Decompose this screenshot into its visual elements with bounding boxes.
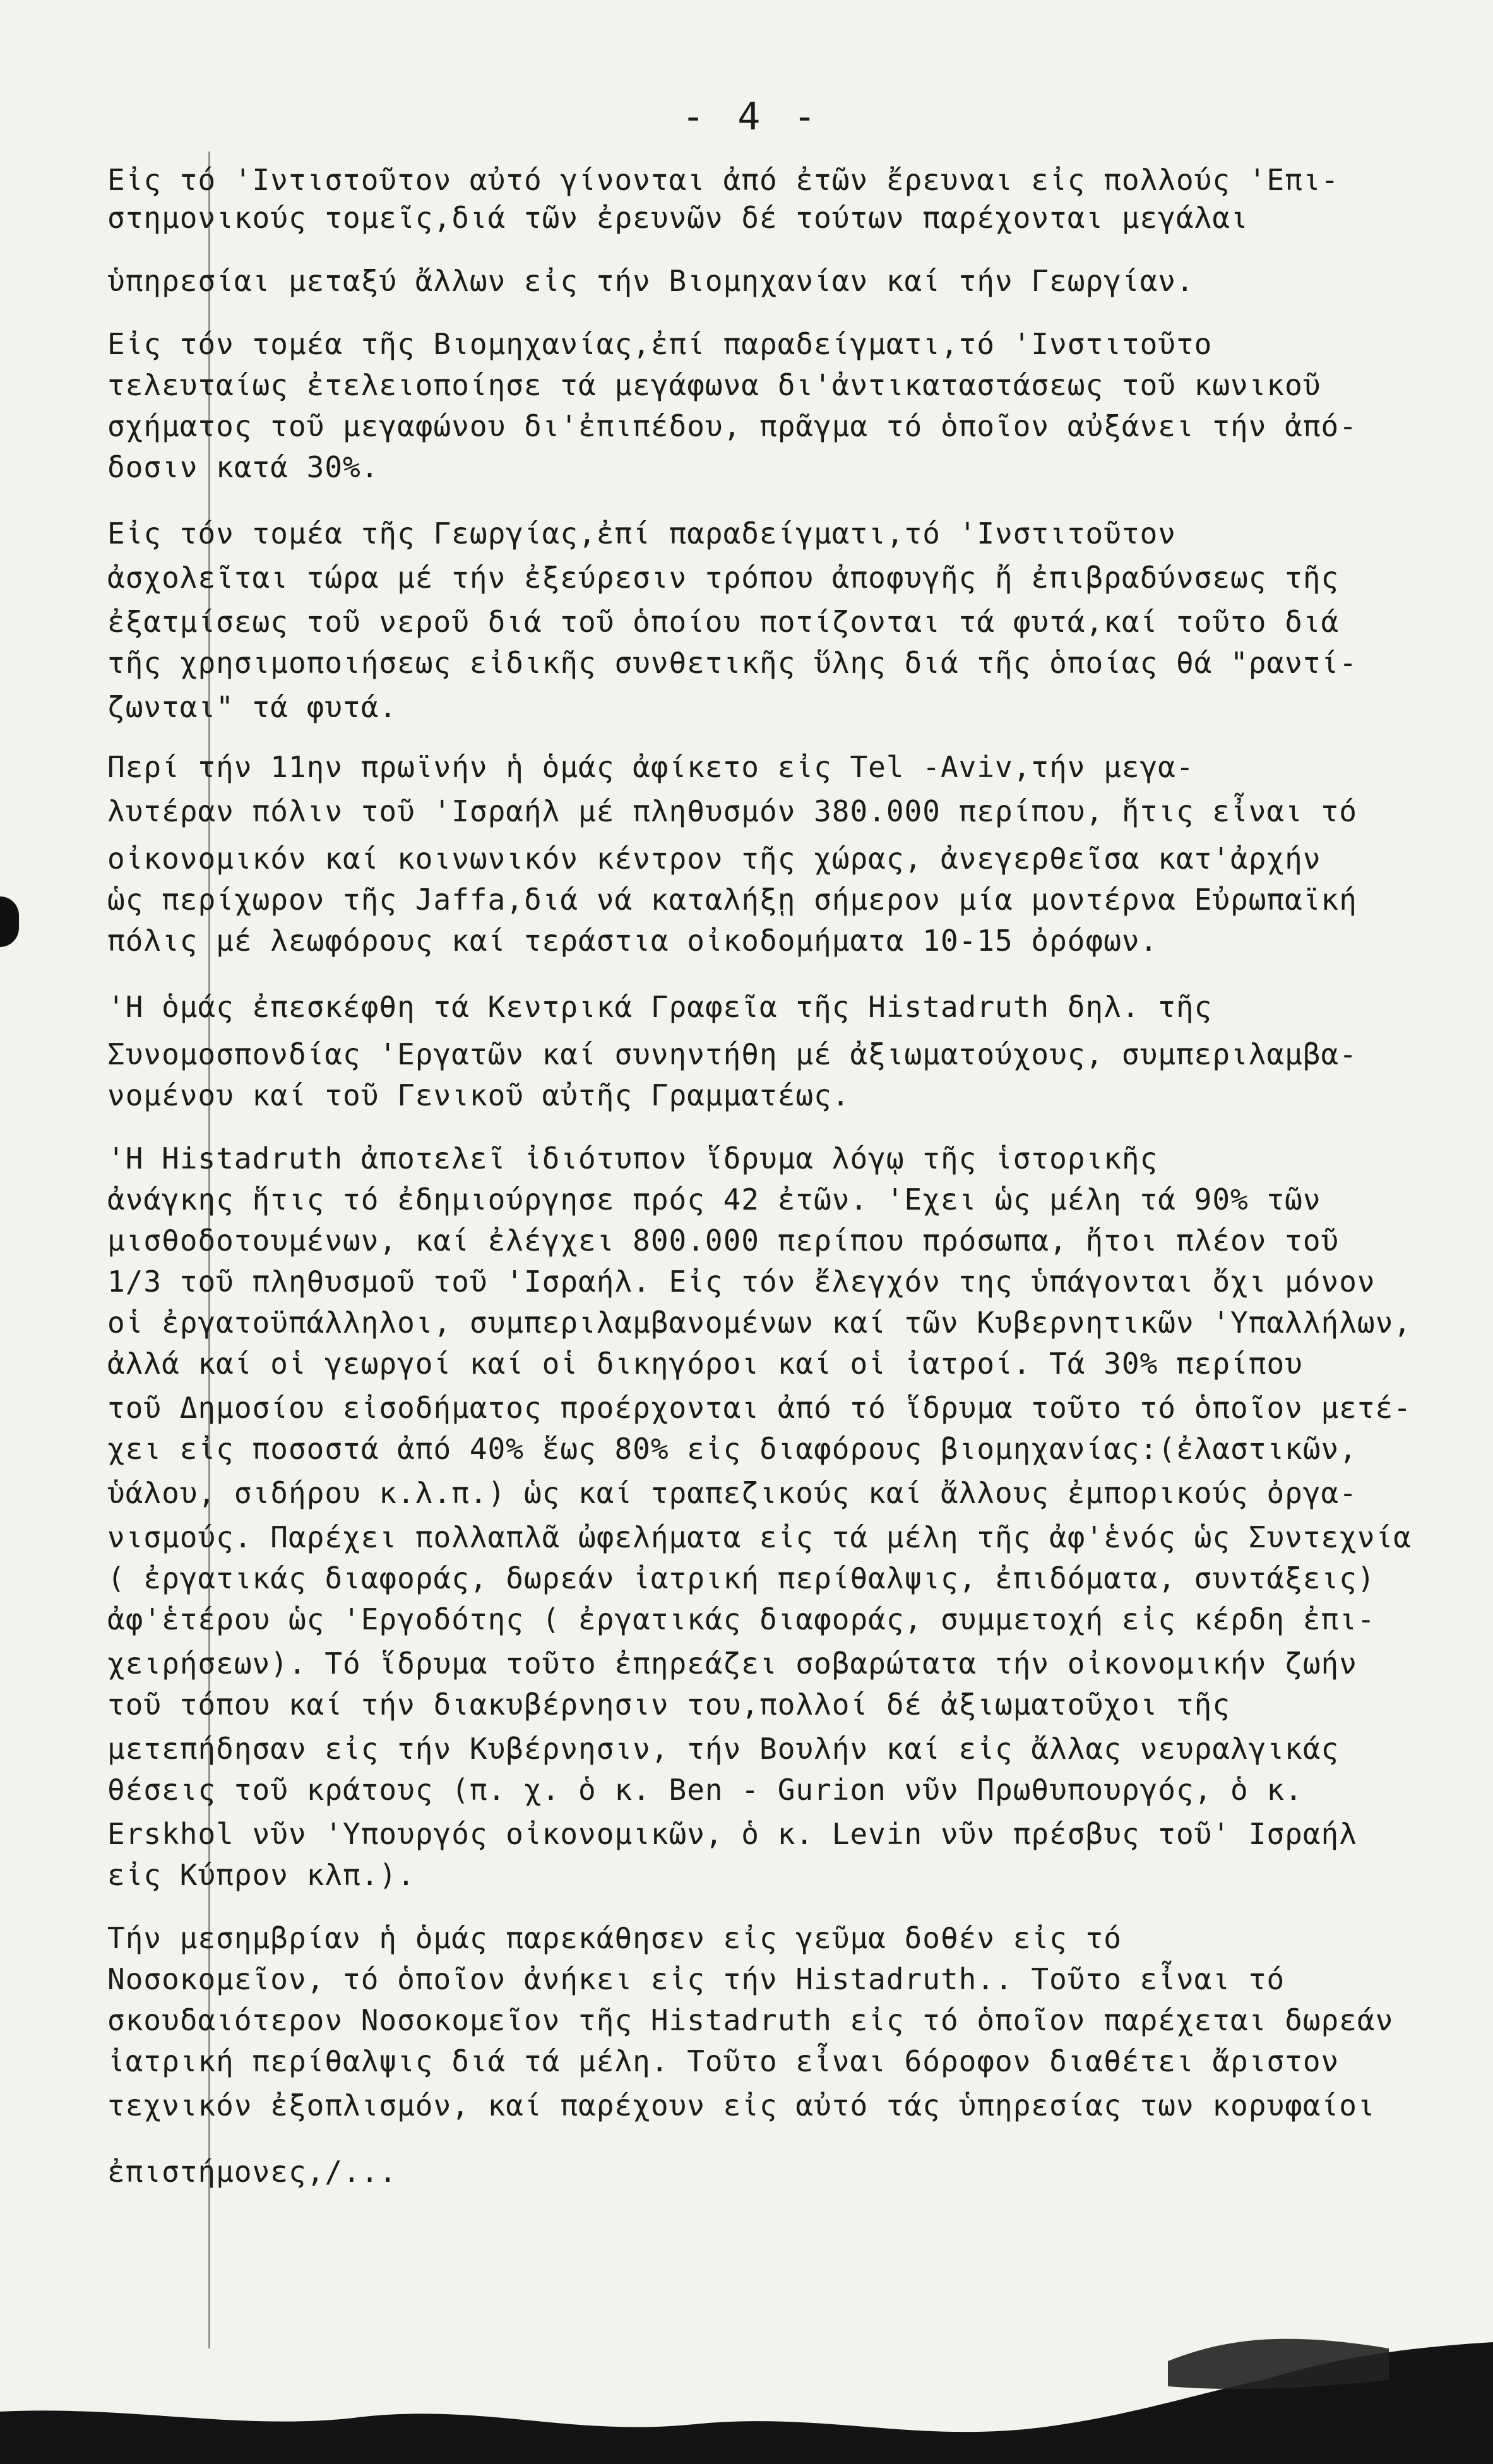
text-line: στημονικούς τομεῖς,διά τῶν ἐρευνῶν δέ τούτων παρέχονται μεγάλαι: [107, 201, 1249, 235]
text-line: 1/3 τοῦ πληθυσμοῦ τοῦ 'Ισραήλ. Εἰς τόν ἔλεγχόν της ὑπάγονται ὄχι μόνον: [107, 1265, 1376, 1299]
text-line: ( ἐργατικάς διαφοράς, δωρεάν ἰατρική περίθαλψις, ἐπιδόματα, συντάξεις): [107, 1561, 1376, 1595]
text-line: ὑάλου, σιδήρου κ.λ.π.) ὡς καί τραπεζικούς καί ἄλλους ἐμπορικούς ὀργα-: [107, 1476, 1357, 1510]
text-line: ἀσχολεῖται τώρα μέ τήν ἐξεύρεσιν τρόπου ἀποφυγῆς ἤ ἐπιβραδύνσεως τῆς: [107, 561, 1340, 595]
text-line: ἀφ'ἑτέρου ὡς 'Εργοδότης ( ἐργατικάς διαφοράς, συμμετοχή εἰς κέρδη ἐπι-: [107, 1602, 1376, 1636]
text-line: ἐπιστήμονες,/...: [107, 2155, 398, 2189]
text-line: Περί τήν 11ην πρωϊνήν ἡ ὁμάς ἀφίκετο εἰς Tel -Aviv,τήν μεγα-: [107, 750, 1194, 784]
text-line: μετεπήδησαν εἰς τήν Κυβέρνησιν, τήν Βουλήν καί εἰς ἄλλας νευραλγικάς: [107, 1732, 1340, 1766]
text-line: τελευταίως ἐτελειοποίησε τά μεγάφωνα δι'ἀντικαταστάσεως τοῦ κωνικοῦ: [107, 368, 1321, 402]
text-line: τοῦ τόπου καί τήν διακυβέρνησιν του,πολλοί δέ ἀξιωματοῦχοι τῆς: [107, 1687, 1231, 1722]
text-line: 'Η Histadruth ἀποτελεῖ ἰδιότυπον ἵδρυμα λόγῳ τῆς ἱστορικῆς: [107, 1141, 1158, 1175]
text-line: ἐξατμίσεως τοῦ νεροῦ διά τοῦ ὁποίου ποτίζονται τά φυτά,καί τοῦτο διά: [107, 605, 1340, 639]
text-line: σκουδαιότερον Νοσοκομεῖον τῆς Histadruth εἰς τό ὁποῖον παρέχεται δωρεάν: [107, 2003, 1394, 2037]
text-line: μισθοδοτουμένων, καί ἐλέγχει 800.000 περίπου πρόσωπα, ἤτοι πλέον τοῦ: [107, 1223, 1340, 1258]
text-line: Εἰς τό 'Ιντιστοῦτον αὐτό γίνονται ἀπό ἐτῶν ἔρευναι εἰς πολλούς 'Επι-: [107, 163, 1340, 197]
text-line: θέσεις τοῦ κράτους (π. χ. ὁ κ. Ben - Gurion νῦν Πρωθυπουργός, ὁ κ.: [107, 1773, 1303, 1807]
text-line: πόλις μέ λεωφόρους καί τεράστια οἰκοδομήματα 10-15 ὀρόφων.: [107, 924, 1158, 958]
page-number: - 4 -: [682, 95, 821, 139]
ink-bleed-mark: [0, 896, 19, 947]
text-line: ὑπηρεσίαι μεταξύ ἄλλων εἰς τήν Βιομηχανίαν καί τήν Γεωργίαν.: [107, 264, 1194, 298]
text-line: λυτέραν πόλιν τοῦ 'Ισραήλ μέ πληθυσμόν 380.000 περίπου, ἥτις εἶναι τό: [107, 794, 1357, 828]
text-line: χειρήσεων). Τό ἵδρυμα τοῦτο ἐπηρεάζει σοβαρώτατα τήν οἰκονομικήν ζωήν: [107, 1646, 1357, 1681]
torn-bottom-edge: [0, 2336, 1493, 2464]
text-line: ὡς περίχωρον τῆς Jaffa,διά νά καταλήξῃ σήμερον μία μοντέρνα Εὐρωπαϊκή: [107, 883, 1357, 917]
text-line: νισμούς. Παρέχει πολλαπλᾶ ὠφελήματα εἰς τά μέλη τῆς ἀφ'ἑνός ὡς Συντεχνία: [107, 1520, 1412, 1554]
text-line: νομένου καί τοῦ Γενικοῦ αὐτῆς Γραμματέως.: [107, 1078, 850, 1112]
text-line: ἀλλά καί οἱ γεωργοί καί οἱ δικηγόροι καί οἱ ἰατροί. Τά 30% περίπου: [107, 1347, 1303, 1381]
text-line: οἰκονομικόν καί κοινωνικόν κέντρον τῆς χώρας, ἀνεγερθεῖσα κατ'ἀρχήν: [107, 842, 1321, 876]
text-line: τοῦ Δημοσίου εἰσοδήματος προέρχονται ἀπό τό ἵδρυμα τοῦτο τό ὁποῖον μετέ-: [107, 1391, 1412, 1425]
text-line: Νοσοκομεῖον, τό ὁποῖον ἀνήκει εἰς τήν Histadruth.. Τοῦτο εἶναι τό: [107, 1962, 1285, 1996]
text-line: χει εἰς ποσοστά ἀπό 40% ἕως 80% εἰς διαφόρους βιομηχανίας:(ἐλαστικῶν,: [107, 1432, 1357, 1466]
text-line: ἀνάγκης ἥτις τό ἐδημιούργησε πρός 42 ἐτῶν. 'Εχει ὡς μέλη τά 90% τῶν: [107, 1182, 1321, 1217]
text-line: τῆς χρησιμοποιήσεως εἰδικῆς συνθετικῆς ὕλης διά τῆς ὁποίας θά "ραντί-: [107, 646, 1357, 680]
text-line: εἰς Κύπρον κλπ.).: [107, 1858, 415, 1892]
text-line: σχήματος τοῦ μεγαφώνου δι'ἐπιπέδου, πρᾶγμα τό ὁποῖον αὐξάνει τήν ἀπό-: [107, 409, 1357, 443]
text-line: Τήν μεσημβρίαν ἡ ὁμάς παρεκάθησεν εἰς γεῦμα δοθέν εἰς τό: [107, 1921, 1122, 1955]
text-line: τεχνικόν ἐξοπλισμόν, καί παρέχουν εἰς αὐτό τάς ὑπηρεσίας των κορυφαίοι: [107, 2088, 1376, 2122]
text-line: ζωνται" τά φυτά.: [107, 690, 398, 724]
text-line: Συνομοσπονδίας 'Εργατῶν καί συνηντήθη μέ ἀξιωματούχους, συμπεριλαμβα-: [107, 1037, 1357, 1071]
text-line: Εἰς τόν τομέα τῆς Γεωργίας,ἐπί παραδείγματι,τό 'Ινστιτοῦτον: [107, 516, 1176, 551]
text-line: οἱ ἐργατοϋπάλληλοι, συμπεριλαμβανομένων καί τῶν Κυβερνητικῶν 'Υπαλλήλων,: [107, 1306, 1412, 1340]
text-line: Erskhol νῦν 'Υπουργός οἰκονομικῶν, ὁ κ. Levin νῦν πρέσβυς τοῦ' Ισραήλ: [107, 1817, 1357, 1851]
text-line: Εἰς τόν τομέα τῆς Βιομηχανίας,ἐπί παραδείγματι,τό 'Ινστιτοῦτο: [107, 327, 1213, 361]
text-line: δοσιν κατά 30%.: [107, 450, 379, 484]
text-line: ἰατρική περίθαλψις διά τά μέλη. Τοῦτο εἶναι 6όροφον διαθέτει ἄριστον: [107, 2044, 1340, 2078]
text-line: 'Η ὁμάς ἐπεσκέφθη τά Κεντρικά Γραφεῖα τῆς Histadruth δηλ. τῆς: [107, 990, 1213, 1024]
